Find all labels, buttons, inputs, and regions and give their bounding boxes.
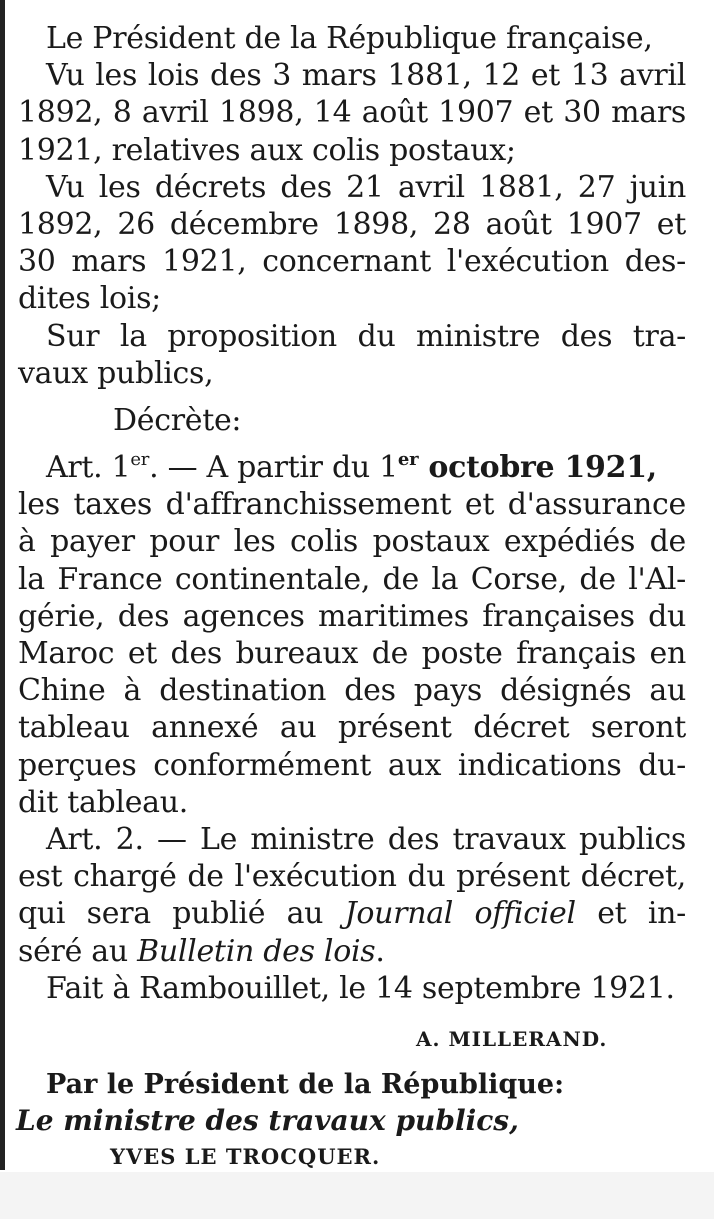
article-1-line: les taxes d'affranchissement et d'assurance: [18, 487, 686, 523]
article-2-line: est chargé de l'exécution du présent décret,: [18, 859, 686, 895]
article-2-line: qui sera publié au Journal officiel et in-: [18, 896, 686, 932]
article-1-line: perçues conformément aux indications du-: [18, 747, 686, 783]
preamble-line: dites lois;: [18, 281, 161, 317]
article-1-line: dit tableau.: [18, 784, 189, 820]
article-1-line: gérie, des agences maritimes françaises du: [18, 598, 686, 634]
article-2-line: Art. 2. — Le ministre des travaux publics: [46, 821, 686, 857]
preamble-line: Le Président de la République française,: [46, 21, 653, 56]
preamble-line: 1892, 26 décembre 1898, 28 août 1907 et: [18, 206, 686, 242]
article-1-line: à payer pour les colis postaux expédiés de: [18, 524, 686, 560]
signature-president: A. MILLERAND.: [416, 1026, 608, 1051]
preamble-line: Sur la proposition du ministre des tra-: [46, 318, 686, 354]
article-1-line: la France continentale, de la Corse, de l'Al-: [18, 561, 686, 597]
article-2-line: séré au Bulletin des lois.: [18, 933, 385, 969]
preamble-line: 1921, relatives aux colis postaux;: [18, 132, 516, 168]
article-1-heading: Art. 1er. — A partir du 1er octobre 1921,: [46, 449, 657, 486]
by-president-line: Par le Président de la République:: [46, 1068, 565, 1100]
closing-line: Fait à Rambouillet, le 14 septembre 1921.: [46, 970, 675, 1006]
minister-title: Le ministre des travaux publics,: [16, 1103, 519, 1137]
preamble-line: vaux publics,: [18, 355, 214, 391]
scan-edge: [0, 0, 5, 1170]
decrete-heading: Décrète:: [113, 402, 242, 438]
decree-text: [18, 20, 686, 1175]
scan-margin: [0, 1172, 714, 1219]
signature-minister: YVES LE TROCQUER.: [110, 1143, 381, 1169]
article-1-line: tableau annexé au présent décret seront: [18, 710, 686, 746]
preamble-line: 30 mars 1921, concernant l'exécution des-: [18, 244, 686, 280]
article-1-line: Chine à destination des pays désignés au: [18, 673, 686, 709]
preamble-line: 1892, 8 avril 1898, 14 août 1907 et 30 mars: [18, 95, 686, 131]
preamble-line: Vu les décrets des 21 avril 1881, 27 juin: [46, 169, 686, 205]
article-1-line: Maroc et des bureaux de poste français en: [18, 636, 686, 671]
preamble-line: Vu les lois des 3 mars 1881, 12 et 13 avril: [46, 58, 686, 94]
